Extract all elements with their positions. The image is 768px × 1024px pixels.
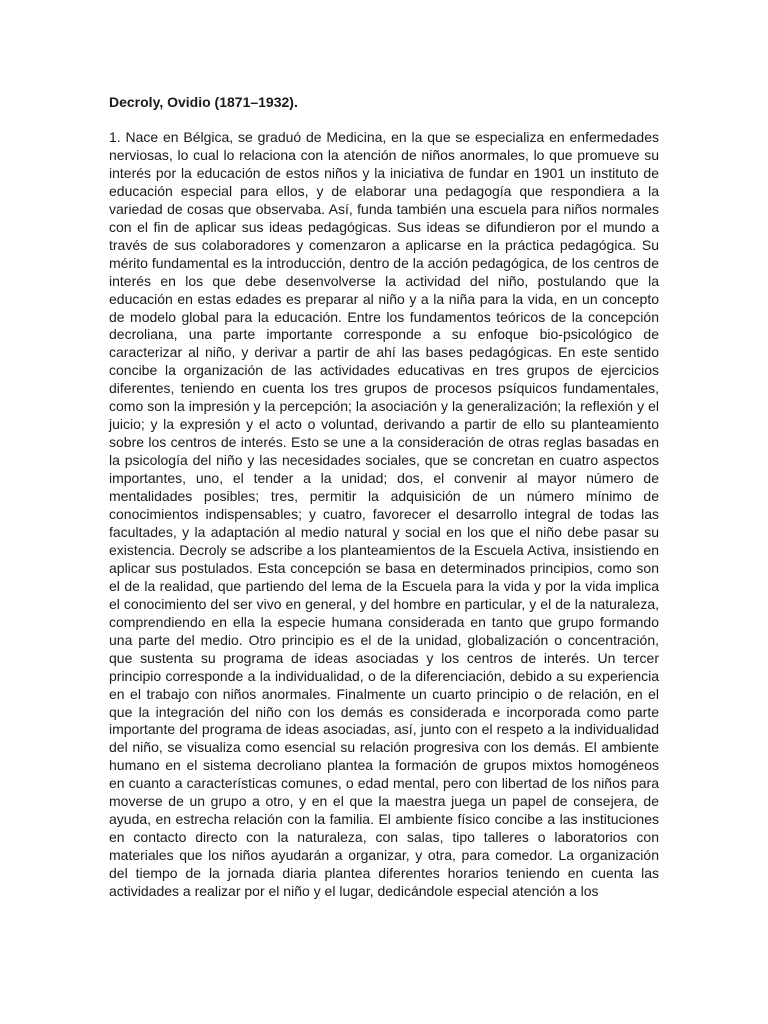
document-title: Decroly, Ovidio (1871–1932). <box>109 94 298 110</box>
document-page <box>109 93 659 901</box>
document-body-paragraph: 1. Nace en Bélgica, se graduó de Medicina, en la que se especializa en enfermedades nerviosas, lo cual lo relaciona con la atención de niños anormales, lo que promueve su interés por la educación de estos niños y la iniciativa de fundar en 1901 un instituto de educación especial para ellos, y de elaborar una pedagogía que respondiera a la variedad de cosas que observaba. Así, funda también una escuela para niños normales con el fin de aplicar sus ideas pedagógicas. Sus ideas se difundieron por el mundo a través de sus colaboradores y comenzaron a aplicarse en la práctica pedagógica. Su mérito fundamental es la introducción, dentro de la acción pedagógica, de los centros de interés en los que debe desenvolverse la actividad del niño, postulando que la educación en estas edades es preparar al niño y a la niña para la vida, en un concepto de modelo global para la educación. Entre los fundamentos teóricos de la concepción decroliana, una parte importante corresponde a su enfoque bio-psicológico de caracterizar al niño, y derivar a partir de ahí las bases pedagógicas. En este sentido concibe la organización de las actividades educativas en tres grupos de ejercicios diferentes, teniendo en cuenta los tres grupos de procesos psíquicos fundamentales, como son la impresión y la percepción; la asociación y la generalización; la reflexión y el juicio; y la expresión y el acto o voluntad, derivando a partir de ello su planteamiento sobre los centros de interés. Esto se une a la consideración de otras reglas basadas en la psicología del niño y las necesidades sociales, que se concretan en cuatro aspectos importantes, uno, el tender a la unidad; dos, el convenir al mayor número de mentalidades posibles; tres, permitir la adquisición de un número mínimo de conocimientos indispensables; y cuatro, favorecer el desarrollo integral de todas las facultades, y la adaptación al medio natural y social en los que el niño debe pasar su existencia. Decroly se adscribe a los planteamientos de la Escuela Activa, insistiendo en aplicar sus postulados. Esta concepción se basa en determinados principios, como son el de la realidad, que partiendo del lema de la Escuela para la vida y por la vida implica el conocimiento del ser vivo en general, y del hombre en particular, y el de la naturaleza, comprendiendo en ella la especie humana considerada en tanto que grupo formando una parte del medio. Otro principio es el de la unidad, globalización o concentración, que sustenta su programa de ideas asociadas y los centros de interés. Un tercer principio corresponde a la individualidad, o de la diferenciación, debido a su experiencia en el trabajo con niños anormales. Finalmente un cuarto principio o de relación, en el que la integración del niño con los demás es considerada e incorporada como parte importante del programa de ideas asociadas, así, junto con el respeto a la individualidad del niño, se visualiza como esencial su relación progresiva con los demás. El ambiente humano en el sistema decroliano plantea la formación de grupos mixtos homogéneos en cuanto a características comunes, o edad mental, pero con libertad de los niños para moverse de un grupo a otro, y en el que la maestra juega un papel de consejera, de ayuda, en estrecha relación con la familia. El ambiente físico concibe a las instituciones en contacto directo con la naturaleza, con salas, tipo talleres o laboratorios con materiales que los niños ayudarán a organizar, y otra, para comedor. La organización del tiempo de la jornada diaria plantea diferentes horarios teniendo en cuenta las actividades a realizar por el niño y el lugar, dedicándole especial atención a los <box>109 129 659 900</box>
